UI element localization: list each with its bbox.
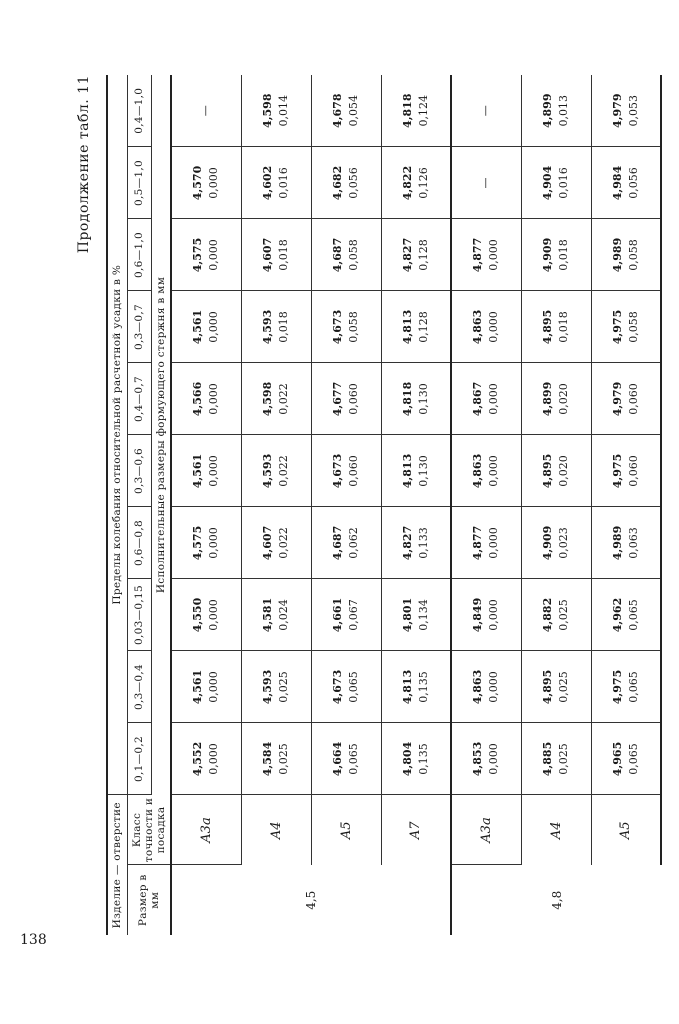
value-cell [381, 651, 451, 723]
empty-dash: — [479, 177, 493, 189]
tolerance-value: 0,025 [557, 671, 570, 703]
tolerance-value: 0,058 [626, 311, 640, 343]
tolerance-value: 0,128 [416, 311, 430, 343]
tolerance-value: 0,062 [347, 527, 360, 559]
nominal-value: 4,895 [541, 309, 554, 345]
size-cell: 4,5 [304, 890, 318, 910]
header-units-title: Исполнительные размеры формующего стержня в мм [151, 75, 171, 795]
nominal-value: 4,979 [610, 381, 624, 417]
tolerance-value: 0,063 [626, 527, 640, 559]
tolerance-value: 0,000 [207, 239, 221, 271]
tolerance-value: 0,133 [416, 527, 430, 559]
header-class: Класс точности и посадка [127, 795, 171, 865]
nominal-value: 4,561 [191, 669, 205, 705]
tolerance-value: 0,000 [207, 383, 221, 415]
tolerance-value: 0,128 [416, 239, 430, 271]
table-row [171, 75, 241, 935]
value-cell [241, 651, 311, 723]
value-cell [241, 507, 311, 579]
value-cell [241, 363, 311, 435]
table-row [451, 75, 521, 935]
nominal-value: 4,863 [471, 309, 485, 345]
tolerance-value: 0,018 [557, 239, 570, 271]
value-cell [521, 723, 591, 795]
value-cell [311, 579, 381, 651]
header-range-5: 0,3—0,6 [127, 435, 151, 507]
tolerance-value: 0,135 [416, 671, 430, 703]
size-cell: 4,8 [451, 865, 661, 935]
nominal-value: 4,575 [191, 525, 205, 561]
tolerance-value: 0,018 [277, 311, 290, 343]
nominal-value: 4,593 [261, 309, 274, 345]
value-cell [171, 147, 241, 219]
value-cell [591, 363, 661, 435]
nominal-value: 4,975 [610, 669, 624, 705]
value-cell [521, 291, 591, 363]
nominal-value: 4,909 [541, 237, 554, 273]
nominal-value: 4,593 [261, 669, 274, 705]
nominal-value: 4,602 [261, 165, 274, 201]
tolerance-value: 0,000 [487, 383, 501, 415]
value-cell [451, 219, 521, 291]
nominal-value: 4,863 [471, 669, 485, 705]
nominal-value: 4,909 [541, 525, 554, 561]
value-cell [521, 363, 591, 435]
tolerance-value: 0,000 [487, 311, 501, 343]
nominal-value: 4,598 [261, 93, 274, 128]
nominal-value: 4,867 [471, 381, 485, 417]
value-cell [381, 507, 451, 579]
tolerance-value: 0,135 [416, 743, 430, 775]
table-row [521, 75, 591, 935]
nominal-value: 4,827 [400, 237, 414, 273]
value-cell [311, 435, 381, 507]
empty-dash: — [199, 105, 213, 117]
nominal-value: 4,989 [610, 525, 624, 561]
nominal-value: 4,989 [610, 237, 624, 273]
value-cell [241, 723, 311, 795]
value-cell [381, 291, 451, 363]
nominal-value: 4,607 [261, 525, 274, 561]
tolerance-value: 0,065 [626, 671, 640, 703]
value-cell [171, 651, 241, 723]
empty-dash: — [479, 105, 493, 117]
tolerance-value: 0,000 [207, 311, 221, 343]
value-cell [521, 435, 591, 507]
value-cell [591, 435, 661, 507]
tolerance-value: 0,024 [277, 599, 290, 631]
tolerance-value: 0,060 [626, 455, 640, 487]
nominal-value: 4,673 [331, 309, 344, 345]
nominal-value: 4,682 [331, 165, 344, 201]
tolerance-value: 0,000 [487, 239, 501, 271]
header-range-4: 0,6—0,8 [127, 507, 151, 579]
tolerance-value: 0,023 [557, 527, 570, 559]
nominal-value: 4,895 [541, 669, 554, 705]
tolerance-value: 0,067 [347, 599, 360, 631]
header-product-hole: Изделие — отверстие [107, 795, 127, 935]
nominal-value: 4,593 [261, 453, 274, 489]
nominal-value: 4,877 [471, 237, 485, 273]
value-cell [241, 147, 311, 219]
nominal-value: 4,895 [541, 453, 554, 489]
table-row [311, 75, 381, 935]
value-cell [591, 75, 661, 147]
nominal-value: 4,687 [331, 525, 344, 561]
tolerance-value: 0,065 [626, 599, 640, 631]
value-cell [311, 723, 381, 795]
value-cell [591, 147, 661, 219]
value-cell [171, 435, 241, 507]
tolerance-value: 0,130 [416, 383, 430, 415]
nominal-value: 4,673 [331, 669, 344, 705]
tolerance-value: 0,020 [557, 383, 570, 415]
nominal-value: 4,818 [400, 93, 414, 128]
value-cell [241, 579, 311, 651]
tolerance-value: 0,000 [487, 671, 501, 703]
nominal-value: 4,598 [261, 381, 274, 417]
value-cell [171, 363, 241, 435]
tolerance-value: 0,060 [347, 383, 360, 415]
tolerance-value: 0,014 [277, 94, 290, 127]
tolerance-value: 0,000 [207, 599, 221, 631]
nominal-value: 4,673 [331, 453, 344, 489]
value-cell [381, 723, 451, 795]
nominal-value: 4,965 [610, 741, 624, 777]
tolerance-value: 0,000 [207, 455, 221, 487]
tolerance-value: 0,053 [626, 94, 640, 127]
tolerance-value: 0,126 [416, 167, 430, 199]
nominal-value: 4,801 [400, 597, 414, 633]
value-cell [591, 219, 661, 291]
tolerance-value: 0,018 [277, 239, 290, 271]
value-cell [171, 507, 241, 579]
rotated-table-block [70, 75, 640, 935]
value-cell [311, 219, 381, 291]
value-cell [521, 75, 591, 147]
nominal-value: 4,561 [191, 309, 205, 345]
value-cell [591, 651, 661, 723]
nominal-value: 4,882 [541, 597, 554, 633]
value-cell [521, 579, 591, 651]
class-cell: A3a [451, 795, 521, 865]
tolerance-value: 0,000 [487, 743, 501, 775]
tolerance-value: 0,065 [626, 743, 640, 775]
value-cell [451, 363, 521, 435]
header-range-8: 0,6—1,0 [127, 219, 151, 291]
table-row [591, 75, 661, 935]
nominal-value: 4,827 [400, 525, 414, 561]
value-cell [451, 147, 521, 219]
nominal-value: 4,584 [261, 741, 274, 777]
tolerance-value: 0,016 [277, 167, 290, 199]
value-cell [451, 75, 521, 147]
page-number: 138 [20, 932, 47, 948]
tolerance-value: 0,025 [277, 743, 290, 775]
value-cell [381, 435, 451, 507]
tolerance-value: 0,000 [487, 527, 501, 559]
value-cell [591, 291, 661, 363]
nominal-value: 4,899 [541, 93, 554, 128]
table-row [381, 75, 451, 935]
table-continuation-caption: Продолжение табл. 11 [76, 75, 92, 254]
value-cell [311, 363, 381, 435]
value-cell [451, 507, 521, 579]
value-cell [451, 435, 521, 507]
nominal-value: 4,552 [191, 741, 205, 777]
tolerance-value: 0,000 [487, 599, 501, 631]
nominal-value: 4,818 [400, 381, 414, 417]
nominal-value: 4,853 [471, 741, 485, 777]
tolerance-value: 0,025 [277, 671, 290, 703]
value-cell [171, 723, 241, 795]
nominal-value: 4,822 [400, 165, 414, 201]
header-size: Размер в мм [127, 865, 171, 935]
value-cell [381, 363, 451, 435]
header-range-10: 0,4—1,0 [127, 75, 151, 147]
tolerance-value: 0,054 [347, 94, 360, 127]
table-row [241, 75, 311, 935]
class-cell: A7 [381, 795, 451, 865]
tolerance-value: 0,065 [347, 743, 360, 775]
value-cell [451, 579, 521, 651]
tolerance-value: 0,056 [347, 167, 360, 199]
value-cell [171, 291, 241, 363]
value-cell [311, 291, 381, 363]
tolerance-value: 0,058 [347, 239, 360, 271]
nominal-value: 4,975 [610, 309, 624, 345]
tolerance-value: 0,000 [207, 167, 221, 199]
tolerance-value: 0,022 [277, 455, 290, 487]
value-cell [381, 579, 451, 651]
header-range-2: 0,3—0,4 [127, 651, 151, 723]
value-cell [311, 651, 381, 723]
class-cell: A4 [241, 795, 311, 865]
header-range-title: Пределы колебания относительной расчетной усадки в % [107, 75, 127, 795]
nominal-value: 4,678 [331, 93, 344, 128]
class-cell: A5 [311, 795, 381, 865]
nominal-value: 4,570 [191, 165, 205, 201]
nominal-value: 4,984 [610, 165, 624, 201]
nominal-value: 4,849 [471, 597, 485, 633]
value-cell [171, 219, 241, 291]
tolerance-value: 0,000 [207, 527, 221, 559]
value-cell [521, 219, 591, 291]
nominal-value: 4,962 [610, 597, 624, 633]
nominal-value: 4,979 [610, 93, 624, 128]
value-cell [451, 723, 521, 795]
value-cell [381, 147, 451, 219]
value-cell [241, 435, 311, 507]
header-range-1: 0,1—0,2 [127, 723, 151, 795]
tolerance-value: 0,000 [487, 455, 501, 487]
tolerance-value: 0,060 [347, 455, 360, 487]
nominal-value: 4,813 [400, 453, 414, 489]
class-cell: A4 [521, 795, 591, 865]
tolerance-value: 0,020 [557, 455, 570, 487]
nominal-value: 4,877 [471, 525, 485, 561]
nominal-value: 4,975 [610, 453, 624, 489]
class-cell: A5 [591, 795, 661, 865]
value-cell [451, 291, 521, 363]
value-cell [521, 651, 591, 723]
tolerance-value: 0,025 [557, 743, 570, 775]
tolerance-value: 0,016 [557, 167, 570, 199]
value-cell [311, 75, 381, 147]
nominal-value: 4,687 [331, 237, 344, 273]
tolerance-value: 0,130 [416, 455, 430, 487]
nominal-value: 4,661 [331, 597, 344, 633]
tolerance-value: 0,056 [626, 167, 640, 199]
tolerance-value: 0,013 [557, 94, 570, 127]
header-range-7: 0,3—0,7 [127, 291, 151, 363]
header-range-9: 0,5—1,0 [127, 147, 151, 219]
value-cell [171, 579, 241, 651]
tolerance-value: 0,025 [557, 599, 570, 631]
nominal-value: 4,804 [400, 741, 414, 777]
nominal-value: 4,581 [261, 597, 274, 633]
tolerance-value: 0,124 [416, 94, 430, 127]
class-cell: A3a [171, 795, 241, 865]
nominal-value: 4,607 [261, 237, 274, 273]
nominal-value: 4,550 [191, 597, 205, 633]
nominal-value: 4,677 [331, 381, 344, 417]
nominal-value: 4,575 [191, 237, 205, 273]
tolerance-value: 0,134 [416, 599, 430, 631]
nominal-value: 4,885 [541, 741, 554, 777]
value-cell [311, 147, 381, 219]
tolerance-value: 0,060 [626, 383, 640, 415]
tolerance-value: 0,022 [277, 383, 290, 415]
nominal-value: 4,899 [541, 381, 554, 417]
data-table [106, 75, 662, 935]
nominal-value: 4,813 [400, 309, 414, 345]
nominal-value: 4,863 [471, 453, 485, 489]
value-cell [241, 75, 311, 147]
value-cell [451, 651, 521, 723]
nominal-value: 4,566 [191, 381, 205, 417]
nominal-value: 4,561 [191, 453, 205, 489]
value-cell [591, 507, 661, 579]
value-cell [381, 75, 451, 147]
value-cell [171, 75, 241, 147]
value-cell [381, 219, 451, 291]
value-cell [591, 723, 661, 795]
tolerance-value: 0,018 [557, 311, 570, 343]
header-range-6: 0,4—0,7 [127, 363, 151, 435]
tolerance-value: 0,000 [207, 671, 221, 703]
tolerance-value: 0,058 [347, 311, 360, 343]
tolerance-value: 0,058 [626, 239, 640, 271]
nominal-value: 4,664 [331, 741, 344, 777]
value-cell [521, 507, 591, 579]
value-cell [241, 291, 311, 363]
tolerance-value: 0,000 [207, 743, 221, 775]
nominal-value: 4,904 [541, 165, 554, 201]
value-cell [241, 219, 311, 291]
tolerance-value: 0,065 [347, 671, 360, 703]
header-range-3: 0,03—0,15 [127, 579, 151, 651]
tolerance-value: 0,022 [277, 527, 290, 559]
value-cell [311, 507, 381, 579]
nominal-value: 4,813 [400, 669, 414, 705]
value-cell [591, 579, 661, 651]
value-cell [521, 147, 591, 219]
